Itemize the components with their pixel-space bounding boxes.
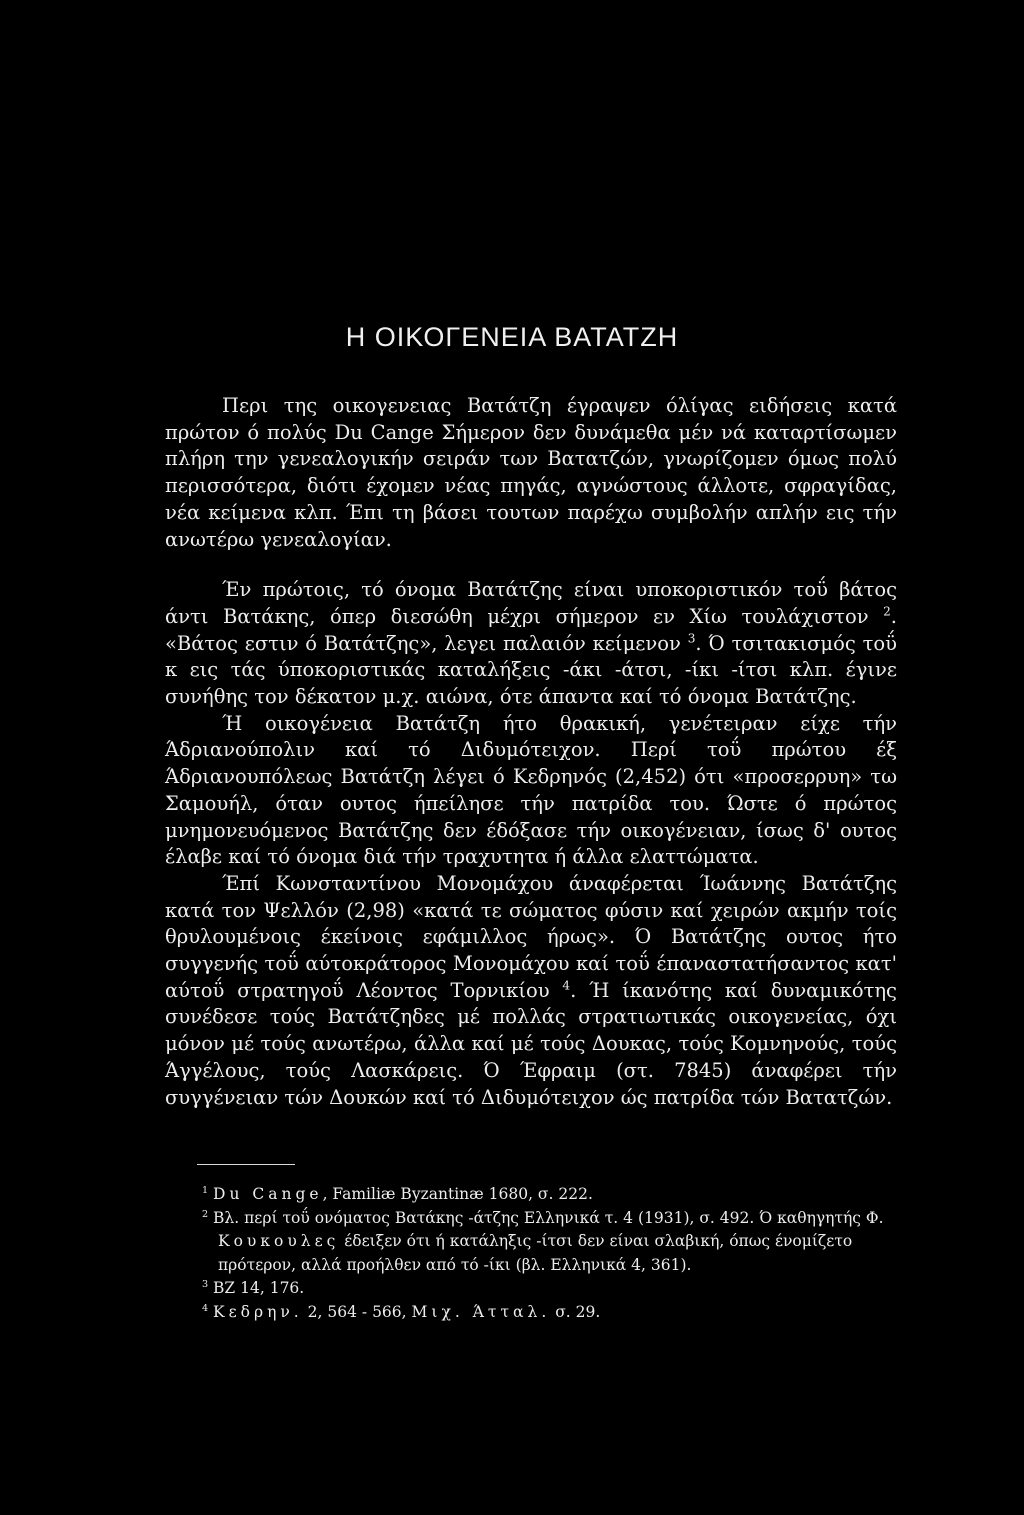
footnote-text: , Familiæ Byzantinæ 1680, σ. 222. bbox=[322, 1185, 593, 1203]
footnote-2 bbox=[165, 1207, 897, 1278]
footnote-number: 3 bbox=[202, 1278, 209, 1290]
footnote-author: Κεδρην. bbox=[213, 1302, 303, 1321]
footnote-divider bbox=[197, 1164, 295, 1165]
footnote-4 bbox=[165, 1301, 897, 1325]
footnote-text: 2, 564 - 566, bbox=[302, 1302, 412, 1321]
footnote-author: Du Cange bbox=[213, 1185, 323, 1203]
footnote-author: Μιχ. Άτταλ. bbox=[411, 1302, 551, 1321]
footnote-1 bbox=[165, 1183, 897, 1207]
paragraph-2-text-c: . Ό τσιτακισμός τοΰ κ εις τάς ύποκοριστικάς καταλήξεις -άκι -άτσι, -ίκι -ίτσι κλπ. έγινε συνήθης τον δέκατον μ.χ. αιώνα, ότε άπαντα καί τό όνομα Βατάτζης. bbox=[165, 631, 898, 709]
footnote-number: 2 bbox=[202, 1208, 209, 1220]
paragraph-4 bbox=[165, 871, 897, 1111]
footnote-author: Κουκουλες bbox=[218, 1232, 340, 1250]
paragraph-1: Περι της οικογενειας Βατάτζη έγραψεν όλίγας ειδήσεις κατά πρώτον ό πολύς Du Cange Σήμερον δεν δυνάμεθα μέν νά καταρτίσωμεν πλήρη την γενεαλογικήν σειράν των Βατατζών, γνωρίζομεν όμως πολύ περισσότερα, διότι έχομεν νέας πηγάς, αγνώστους άλλοτε, σφραγίδας, νέα κείμενα κλπ. Έπι τη βάσει τουτων παρέχω συμβολήν απλήν εις τήν ανωτέρω γενεαλογίαν. bbox=[165, 394, 897, 551]
paragraph-4-text-b: . Ή ίκανότης καί δυναμικότης συνέδεσε τούς Βατάτζηδες μέ πολλάς στρατιωτικάς οικογενείας, όχι μόνον μέ τούς ανωτέρω, άλλα καί μέ τούς Δουκας, τούς Κομνηνούς, τούς Άγγέλους, τούς Λασκάρεις. Ό Έφραιμ (στ. 7845) άναφέρει τήν συγγένειαν τών Δουκών καί τό Διδυμότειχον ώς πατρίδα τών Βατατζών. bbox=[165, 978, 897, 1109]
footnote-3 bbox=[165, 1277, 897, 1301]
footnote-number: 1 bbox=[202, 1184, 209, 1196]
footnote-ref-2[interactable]: 2 bbox=[883, 604, 891, 619]
chapter-title: Η ΟΙΚΟΓΕΝΕΙΑ ΒΑΤΑΤΖΗ bbox=[345, 322, 679, 352]
paragraph-2 bbox=[165, 577, 897, 711]
paragraph-4-text-a: Έπί Κωνσταντίνου Μονομάχου άναφέρεται Ίωάννης Βατάτζης κατά τον Ψελλόν (2,98) «κατά τε σώματος φύσιν καί χειρών ακμήν τοίς θρυλουμένοις έκείνοις εφάμιλλος ήρως». Ό Βατάτζης ουτος ήτο συγγενής τοΰ αύτοκράτορος Μονομάχου καί τοΰ έπαναστατήσαντος κατ' αύτοΰ στρατηγοΰ Λέοντος Τορνικίου bbox=[165, 871, 897, 1002]
footnotes bbox=[165, 1183, 897, 1324]
footnote-ref-4[interactable]: 4 bbox=[562, 978, 571, 993]
paragraph-3: Ή οικογένεια Βατάτζη ήτο θρακική, γενέτειραν είχε τήν Άδριανούπολιν καί τό Διδυμότειχον. Περί τοΰ πρώτου έξ Άδριανουπόλεως Βατάτζη λέγει ό Κεδρηνός (2,452) ότι «προσερρυη» τω Σαμουήλ, όταν ουτος ήπείλησε τήν πατρίδα του. Ώστε ό πρώτος μνημονευόμενος Βατάτζης δεν έδόξασε τήν οικογένειαν, ίσως δ' ουτος έλαβε καί τό όνομα διά τήν τραχυτητα ή άλλα ελαττώματα. bbox=[165, 711, 897, 869]
footnote-text: έδειξεν ότι ή κατάληξις -ίτσι δεν είναι σλαβική, όπως ένομίζετο πρότερον, αλλά προήλθεν από τό -ίκι (βλ. Ελληνικά 4, 361). bbox=[218, 1232, 853, 1274]
footnote-ref-3[interactable]: 3 bbox=[687, 631, 696, 646]
paragraph-2-text-b: . «Βάτος εστιν ό Βατάτζης», λεγει παλαιόν κείμενον bbox=[165, 604, 897, 655]
paragraph-2-text-a: Έν πρώτοις, τό όνομα Βατάτζης είναι υποκοριστικόν τοΰ βάτος άντι Βατάκης, όπερ διεσώθη μέχρι σήμερον εν Χίω τουλάχιστον bbox=[165, 578, 897, 628]
footnote-text: σ. 29. bbox=[550, 1302, 601, 1321]
footnote-number: 4 bbox=[202, 1302, 209, 1314]
footnote-text: ΒΖ 14, 176. bbox=[213, 1279, 305, 1297]
footnote-text: Βλ. περί τοΰ ονόματος Βατάκης -άτζης Ελληνικά τ. 4 (1931), σ. 492. Ό καθηγητής Φ. bbox=[213, 1208, 884, 1227]
body-text bbox=[165, 393, 897, 1111]
